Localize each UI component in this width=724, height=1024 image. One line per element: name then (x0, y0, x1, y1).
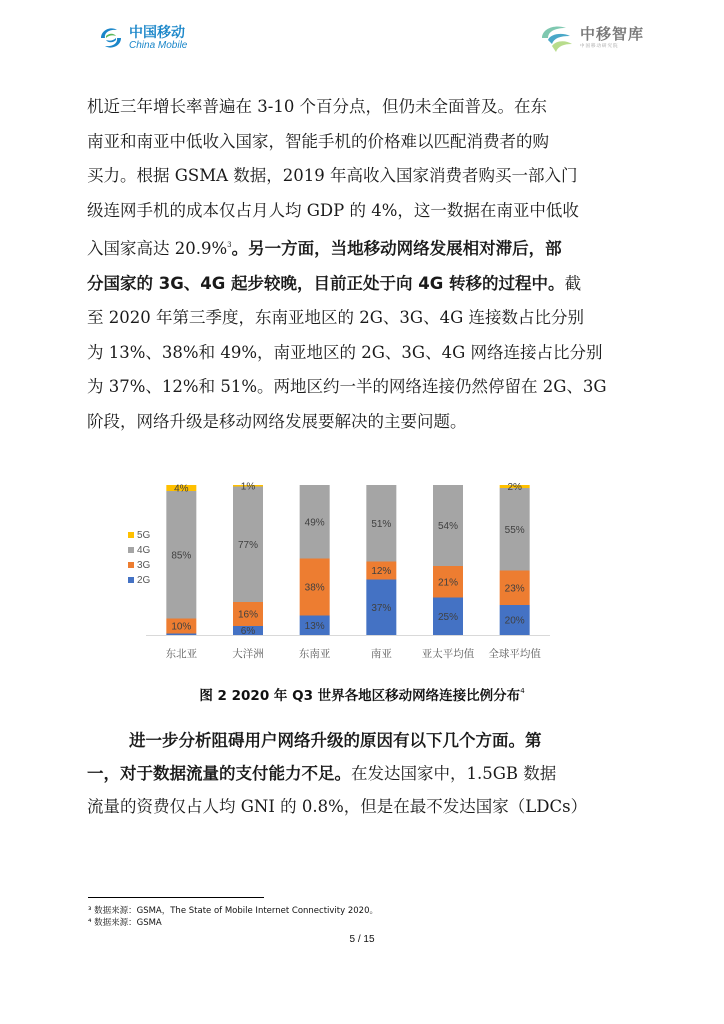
legend-label: 2G (137, 575, 151, 586)
figure-caption (0, 684, 724, 704)
legend-label: 3G (137, 560, 151, 571)
text-line: 为 13%、38%和 49%，南亚地区的 2G、3G、4G 网络连接占比分别 (87, 342, 603, 362)
x-tick-label: 南亚 (370, 648, 392, 660)
x-tick-label: 大洋洲 (232, 648, 264, 660)
data-label: 20% (504, 615, 525, 627)
data-label: 38% (304, 582, 325, 594)
x-tick-label: 东南亚 (298, 648, 331, 660)
data-label: 54% (437, 521, 459, 532)
china-mobile-name-cn: 中国移动 (129, 24, 185, 41)
data-label: 37% (371, 602, 392, 614)
text-line: 阶段，网络升级是移动网络发展要解决的主要问题。 (87, 411, 467, 431)
text-line (87, 757, 635, 790)
data-label: 13% (304, 620, 325, 632)
body-paragraph-1 (87, 90, 635, 439)
china-mobile-logo (97, 24, 187, 52)
data-label: 85% (171, 550, 192, 562)
data-label: 16% (237, 609, 259, 621)
data-label: 49% (304, 517, 325, 529)
data-label: 55% (504, 524, 525, 536)
footnote-3: ³ 数据来源：GSMA，The State of Mobile Internet Connectivity 2020。 (88, 906, 378, 916)
text-run: 入国家高达 20.9% (87, 239, 228, 258)
x-tick-label: 东北亚 (165, 648, 198, 660)
bar-segment-2g (166, 634, 196, 636)
x-tick-label: 亚太平均值 (421, 648, 475, 660)
data-label: 1% (240, 481, 256, 493)
text-line: 至 2020 年第三季度，东南亚地区的 2G、3G、4G 连接数占比分别 (87, 308, 585, 327)
stacked-bar-chart (128, 478, 560, 668)
footnote-4: ⁴ 数据来源：GSMA (88, 918, 162, 928)
data-label: 25% (437, 611, 459, 623)
data-label: 51% (371, 518, 392, 530)
data-label: 23% (504, 583, 525, 595)
data-label: 6% (240, 626, 256, 637)
data-label: 77% (237, 539, 259, 551)
text-line: 流量的资费仅占人均 GNI 的 0.8%，但是在最不发达国家（LDCs） (87, 797, 588, 816)
text-line: 级连网手机的成本仅占月人均 GDP 的 4%，这一数据在南亚中低收 (87, 200, 579, 220)
legend-label: 4G (137, 545, 151, 556)
legend-label: 5G (137, 530, 151, 541)
text-run: 截 (564, 273, 582, 293)
legend-swatch-4g (128, 547, 134, 553)
body-paragraph-2 (87, 724, 635, 823)
data-label: 4% (174, 483, 189, 495)
legend-swatch-3g (128, 562, 134, 568)
data-label: 2% (507, 482, 522, 493)
think-tank-icon (536, 20, 576, 56)
legend-swatch-2g (128, 577, 134, 583)
bold-text: 。另一方面，当地移动网络发展相对滞后，部 (231, 239, 562, 258)
bold-text: 分国家的 3G、4G 起步较晚，目前正处于向 4G 转移的过程中。 (87, 273, 565, 293)
caption-text: 图 2 2020 年 Q3 世界各地区移动网络连接比例分布 (199, 688, 521, 704)
footnote-divider (88, 897, 264, 898)
footnote-ref: 3 (227, 241, 232, 249)
text-line: 进一步分析阻碍用户网络升级的原因有以下几个方面。第 (129, 731, 542, 750)
text-line (87, 228, 635, 267)
network-connection-chart (128, 478, 560, 668)
x-tick-label: 全球平均值 (488, 648, 541, 660)
bold-text: 一，对于数据流量的支付能力不足。 (87, 764, 351, 783)
text-line: 南亚和南亚中低收入国家，智能手机的价格难以匹配消费者的购 (87, 131, 549, 151)
text-run: 在发达国家中，1.5GB 数据 (351, 764, 557, 783)
data-label: 10% (171, 621, 192, 633)
think-tank-logo (536, 20, 644, 56)
data-label: 12% (371, 566, 392, 577)
text-line: 买力。根据 GSMA 数据，2019 年高收入国家消费者购买一部入门 (87, 166, 578, 185)
china-mobile-name-en: China Mobile (129, 39, 188, 51)
data-label: 21% (437, 577, 459, 589)
text-line: 为 37%、12%和 51%。两地区约一半的网络连接仍然停留在 2G、3G (87, 377, 607, 396)
text-line: 机近三年增长率普遍在 3-10 个百分点，但仍未全面普及。在东 (87, 97, 548, 116)
think-tank-subtitle: 中国移动研究院 (580, 43, 619, 49)
think-tank-name: 中移智库 (580, 24, 645, 43)
page-number: 5 / 15 (349, 934, 375, 945)
legend-swatch-5g (128, 532, 134, 538)
china-mobile-icon (97, 24, 125, 52)
footnotes (88, 905, 378, 929)
text-line (87, 267, 635, 302)
footnote-ref: 4 (520, 687, 525, 695)
